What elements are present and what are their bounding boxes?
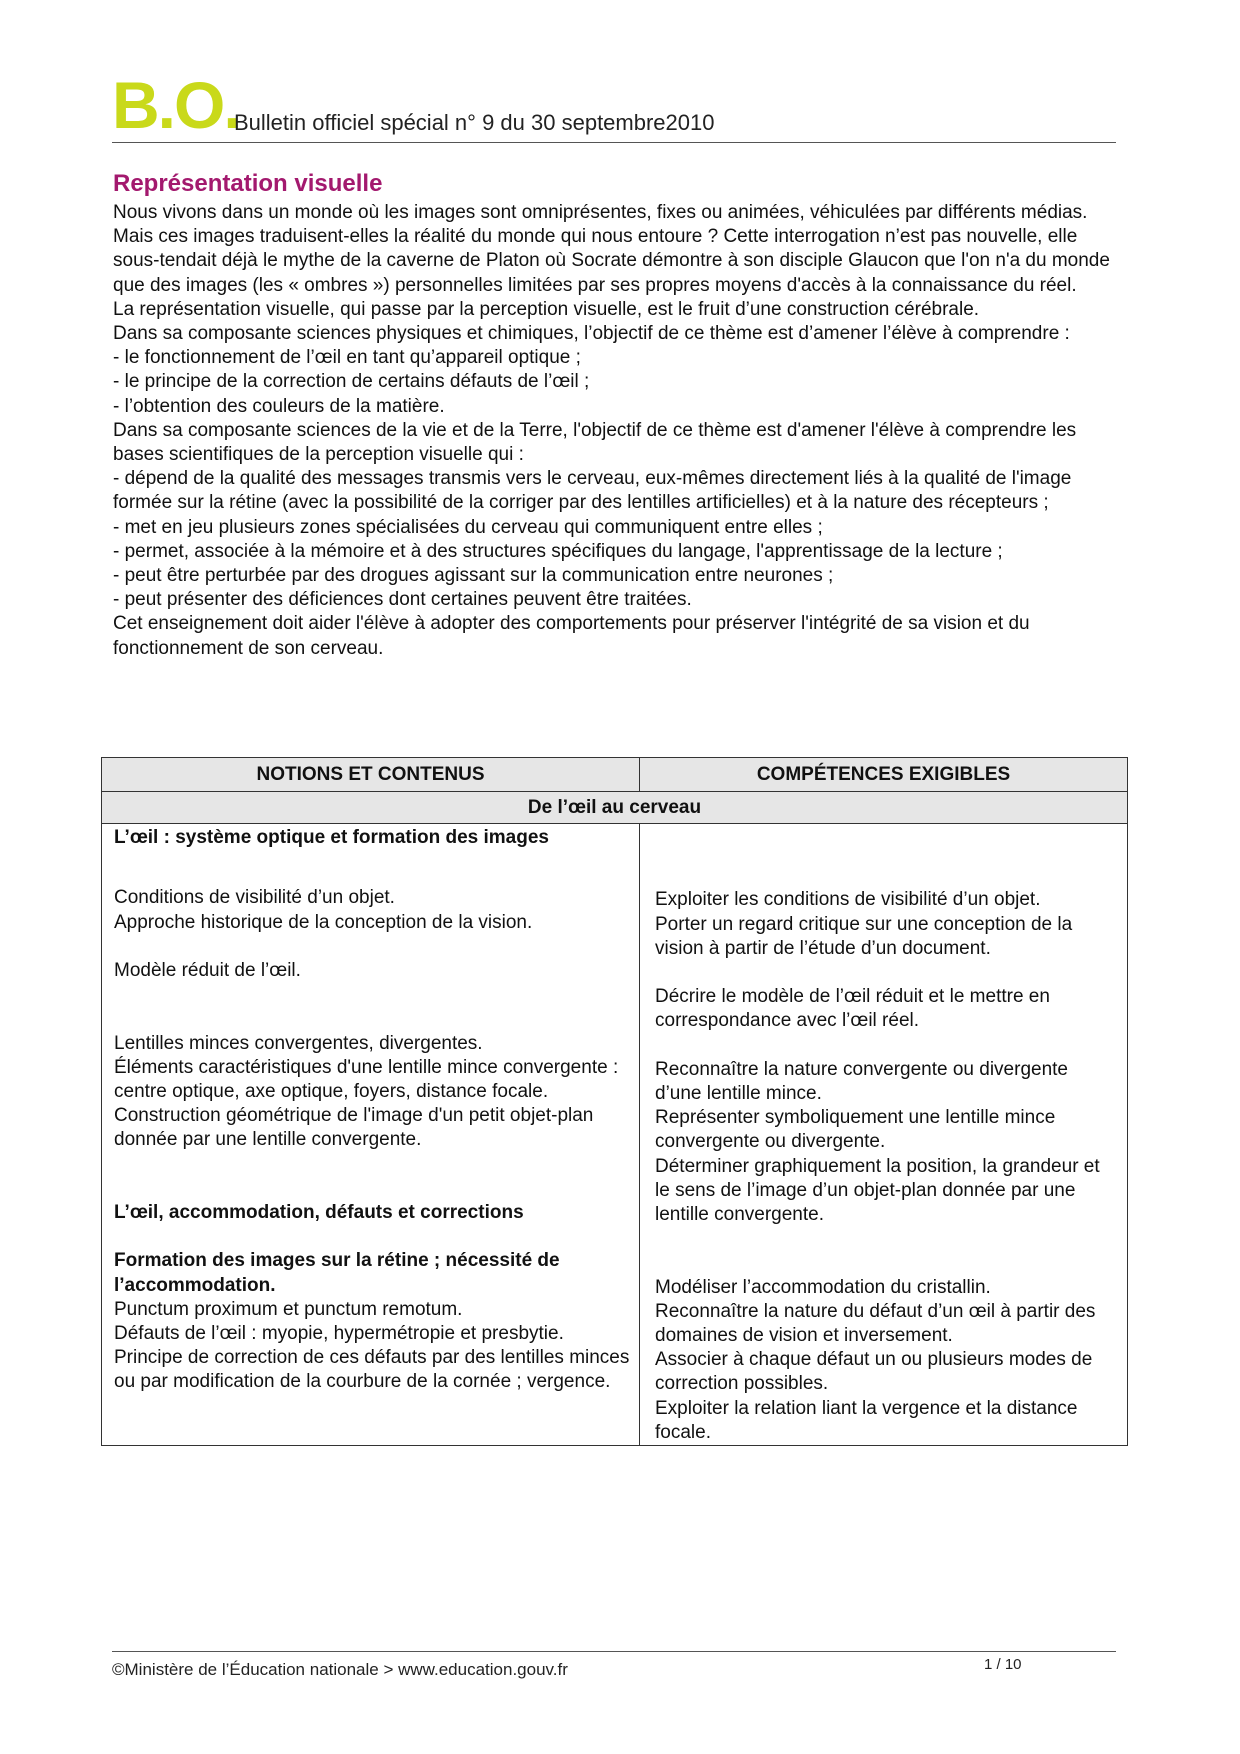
paragraph: Cet enseignement doit aider l'élève à adopter des comportements pour préserver l'intégrité de sa vision et du fonctionnement de son cerveau. (113, 613, 1030, 659)
footer (112, 1651, 1116, 1682)
competence-item: Porter un regard critique sur une conception de la vision à partir de l’étude d’un document. (655, 913, 1073, 959)
header-title: Bulletin officiel spécial n° 9 du 30 septembre2010 (234, 110, 715, 135)
list-item: - le principe de la correction de certains défauts de l’œil ; (113, 371, 590, 393)
list-item: - l’obtention des couleurs de la matière. (113, 395, 445, 417)
competence-item: Exploiter la relation liant la vergence et la distance focale. (655, 1397, 1078, 1443)
list-item: - peut présenter des déficiences dont certaines peuvent être traitées. (113, 589, 692, 611)
bo-logo: B.O. (112, 68, 240, 142)
notion-item: Approche historique de la conception de la vision. (114, 911, 533, 933)
theme-subheader: De l’œil au cerveau (102, 792, 1128, 824)
notion-item: Punctum proximum et punctum remotum. (114, 1298, 463, 1320)
notion-heading: Formation des images sur la rétine ; nécessité de l’accommodation. (114, 1250, 560, 1296)
page-number: 1 / 10 (984, 1656, 1022, 1673)
list-item: - permet, associée à la mémoire et à des structures spécifiques du langage, l'apprentissage de la lecture ; (113, 540, 1003, 562)
intro-text (113, 201, 1123, 661)
competence-item: Modéliser l’accommodation du cristallin. (655, 1276, 991, 1298)
competence-item: Représenter symboliquement une lentille mince convergente ou divergente. (655, 1107, 1056, 1153)
list-item: - met en jeu plusieurs zones spécialisées du cerveau qui communiquent entre elles ; (113, 516, 823, 538)
table-subheader-row (102, 792, 1128, 824)
table-row (102, 824, 1128, 1446)
column-header-notions: NOTIONS ET CONTENUS (102, 758, 640, 792)
section-title: Représentation visuelle (113, 170, 383, 197)
paragraph: Nous vivons dans un monde où les images sont omniprésentes, fixes ou animées, véhiculées par différents médias. Mais ces images traduisent-elles la réalité du monde qui nous entoure ? Cette interrogation n’est pas nouvelle, elle sous-tendait déjà le mythe de la caverne de Platon où Socrate démontre à son disciple Glaucon que l'on n'a du monde que des images (les « ombres ») personnelles limitées par ses propres moyens d'accès à la connaissance du réel. (113, 202, 1110, 296)
notion-heading: L’œil : système optique et formation des images (114, 827, 549, 848)
competence-item: Reconnaître la nature du défaut d’un œil à partir des domaines de vision et inversement. (655, 1300, 1096, 1346)
notion-item: Modèle réduit de l’œil. (114, 959, 301, 981)
paragraph: Dans sa composante sciences physiques et chimiques, l’objectif de ce thème est d’amener l’élève à comprendre : (113, 323, 1070, 345)
program-table (101, 757, 1128, 1446)
paragraph: Dans sa composante sciences de la vie et de la Terre, l'objectif de ce thème est d'amener l'élève à comprendre les bases scientifiques de la perception visuelle qui : (113, 419, 1077, 466)
table-header-row (102, 758, 1128, 792)
competence-item: Décrire le modèle de l’œil réduit et le mettre en correspondance avec l’œil réel. (655, 986, 1050, 1032)
notion-item: Principe de correction de ces défauts par des lentilles minces ou par modification de la courbure de la cornée ; vergence. (114, 1347, 630, 1393)
list-item: - peut être perturbée par des drogues agissant sur la communication entre neurones ; (113, 565, 834, 587)
list-item: - dépend de la qualité des messages transmis vers le cerveau, eux-mêmes directement liés à la qualité de l'image formée sur la rétine (avec la possibilité de la corriger par des lentilles artificielles) et à la nature des récepteurs ; (113, 468, 1072, 514)
notion-item: Éléments caractéristiques d'une lentille mince convergente : centre optique, axe optique, foyers, distance focale. (114, 1056, 619, 1102)
notions-cell (102, 824, 640, 1446)
competence-item: Déterminer graphiquement la position, la grandeur et le sens de l’image d’un objet-plan donnée par une lentille convergente. (655, 1155, 1100, 1225)
notion-item: Défauts de l’œil : myopie, hypermétropie et presbytie. (114, 1322, 564, 1344)
header (112, 68, 1116, 143)
competence-item: Associer à chaque défaut un ou plusieurs modes de correction possibles. (655, 1349, 1093, 1395)
notion-heading: L’œil, accommodation, défauts et corrections (114, 1201, 524, 1223)
notion-item: Lentilles minces convergentes, divergentes. (114, 1032, 483, 1054)
list-item: - le fonctionnement de l’œil en tant qu’appareil optique ; (113, 347, 581, 369)
footer-copyright: ©Ministère de l’Éducation nationale > www.education.gouv.fr (112, 1660, 568, 1679)
notion-item: Construction géométrique de l'image d'un petit objet-plan donnée par une lentille convergente. (114, 1105, 594, 1151)
competence-item: Reconnaître la nature convergente ou divergente d’une lentille mince. (655, 1058, 1068, 1104)
column-header-competences: COMPÉTENCES EXIGIBLES (640, 758, 1128, 792)
paragraph: La représentation visuelle, qui passe par la perception visuelle, est le fruit d’une construction cérébrale. (113, 298, 980, 320)
notion-item: Conditions de visibilité d’un objet. (114, 887, 395, 909)
competences-cell (640, 824, 1128, 1446)
competence-item: Exploiter les conditions de visibilité d’un objet. (655, 889, 1041, 911)
